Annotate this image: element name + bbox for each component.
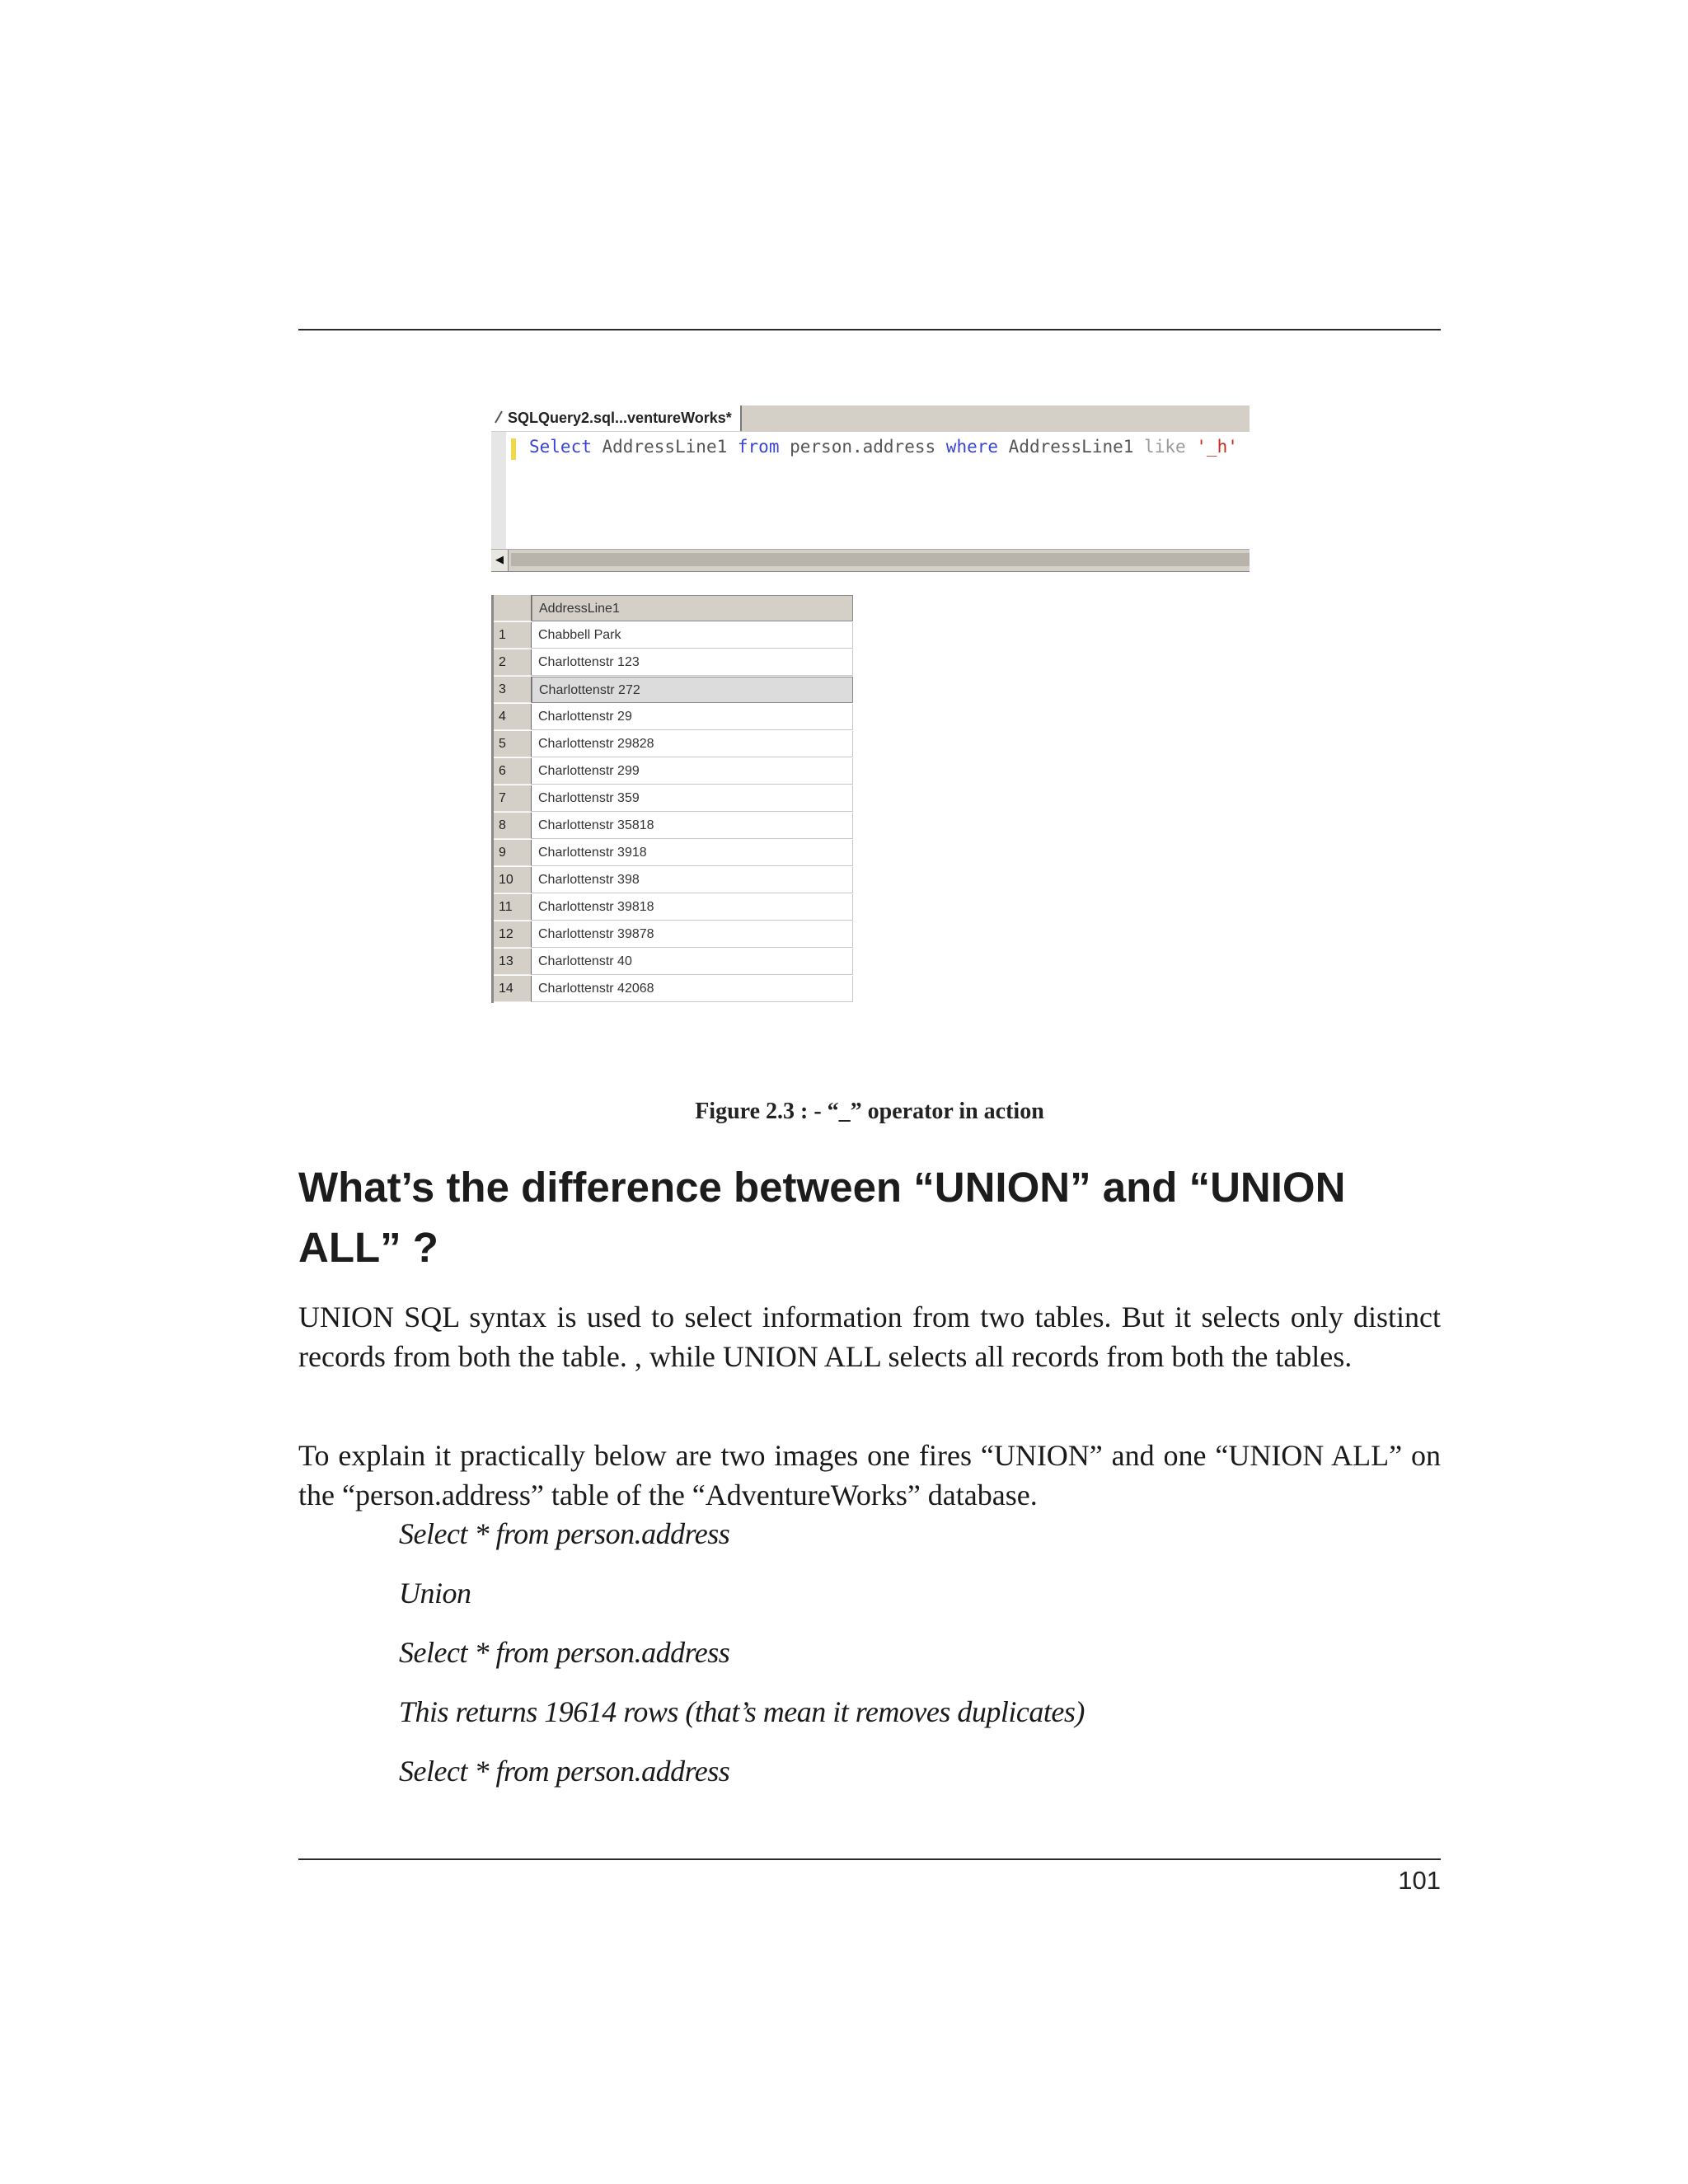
row-number[interactable]: 10: [494, 867, 532, 893]
editor-gutter: [491, 432, 506, 549]
query-text: [529, 437, 1238, 457]
table-row[interactable]: [494, 622, 853, 649]
table-cell[interactable]: Charlottenstr 123: [532, 649, 853, 676]
tab-strip: [491, 405, 1250, 433]
code-line: Union: [399, 1577, 471, 1610]
row-number[interactable]: 13: [494, 949, 532, 975]
table-row[interactable]: [494, 704, 853, 731]
row-number[interactable]: 5: [494, 731, 532, 757]
figure-caption: Figure 2.3 : - “_” operator in action: [695, 1099, 1044, 1124]
table-cell[interactable]: Charlottenstr 29828: [532, 731, 853, 757]
code-line: Select * from person.address: [399, 1636, 730, 1669]
row-header-corner[interactable]: [494, 595, 532, 621]
query-pattern: '_h': [1196, 437, 1238, 457]
table-cell[interactable]: Chabbell Park: [532, 622, 853, 649]
table-cell[interactable]: Charlottenstr 3918: [532, 840, 853, 866]
table-cell[interactable]: Charlottenstr 39878: [532, 921, 853, 948]
table-row[interactable]: [494, 921, 853, 949]
row-number[interactable]: 14: [494, 976, 532, 1002]
query-table: person.address: [790, 437, 936, 457]
query-column: AddressLine1: [602, 437, 728, 457]
table-row[interactable]: [494, 840, 853, 867]
table-row[interactable]: [494, 731, 853, 758]
kw-like: like: [1144, 437, 1186, 457]
paragraph-practical-example: To explain it practically below are two images one fires “UNION” and one “UNION ALL” on the “person.address” table of the “AdventureWorks” database.: [298, 1439, 1441, 1511]
table-row[interactable]: [494, 949, 853, 976]
table-row[interactable]: [494, 813, 853, 840]
table-row[interactable]: [494, 677, 853, 704]
table-cell[interactable]: Charlottenstr 359: [532, 785, 853, 812]
row-number[interactable]: 7: [494, 785, 532, 812]
table-cell[interactable]: Charlottenstr 40: [532, 949, 853, 975]
row-number[interactable]: 4: [494, 704, 532, 730]
table-cell[interactable]: Charlottenstr 35818: [532, 813, 853, 839]
query-tab[interactable]: [491, 405, 742, 431]
row-number[interactable]: 11: [494, 894, 532, 921]
table-cell[interactable]: Charlottenstr 42068: [532, 976, 853, 1002]
bottom-rule: [298, 1858, 1441, 1860]
row-number[interactable]: 2: [494, 649, 532, 676]
table-row[interactable]: [494, 867, 853, 894]
heading-line-1: What’s the difference between “UNION” and “UNION: [298, 1164, 1346, 1211]
query-column-2: AddressLine1: [1008, 437, 1134, 457]
code-line: This returns 19614 rows (that’s mean it removes duplicates): [399, 1695, 1085, 1728]
table-cell[interactable]: Charlottenstr 299: [532, 758, 853, 785]
kw-select: Select: [529, 437, 592, 457]
kw-where: where: [945, 437, 999, 457]
results-header-row: [494, 595, 853, 622]
query-editor[interactable]: [491, 432, 1250, 549]
horizontal-scrollbar[interactable]: [491, 549, 1250, 572]
scroll-thumb[interactable]: [511, 553, 1250, 566]
query-tab-title: SQLQuery2.sql...ventureWorks*: [508, 410, 732, 426]
top-rule: [298, 329, 1441, 330]
table-cell[interactable]: Charlottenstr 272: [532, 677, 853, 703]
table-row[interactable]: [494, 976, 853, 1003]
sql-editor-screenshot: [491, 405, 1250, 1014]
page-number: 101: [1398, 1866, 1441, 1895]
table-cell[interactable]: Charlottenstr 398: [532, 867, 853, 893]
kw-from: from: [737, 437, 780, 457]
document-icon: [495, 410, 503, 424]
table-row[interactable]: [494, 758, 853, 785]
column-header-addressline1[interactable]: AddressLine1: [532, 595, 853, 621]
code-line: Select * from person.address: [399, 1755, 730, 1788]
code-line: Select * from person.address: [399, 1517, 730, 1550]
scroll-left-icon[interactable]: ◀: [491, 550, 509, 571]
results-grid: [491, 595, 853, 1003]
table-cell[interactable]: Charlottenstr 29: [532, 704, 853, 730]
row-number[interactable]: 6: [494, 758, 532, 785]
table-row[interactable]: [494, 894, 853, 921]
table-cell[interactable]: Charlottenstr 39818: [532, 894, 853, 921]
row-number[interactable]: 3: [494, 677, 532, 703]
row-number[interactable]: 1: [494, 622, 532, 649]
table-row[interactable]: [494, 785, 853, 813]
heading-line-2: ALL” ?: [298, 1224, 438, 1271]
row-number[interactable]: 9: [494, 840, 532, 866]
section-heading: [298, 1157, 1441, 1277]
paragraph-union-explanation: UNION SQL syntax is used to select information from two tables. But it selects only distinct records from both the table. , while UNION ALL selects all records from both the tables.: [298, 1301, 1441, 1373]
change-marker: [511, 438, 516, 460]
row-number[interactable]: 12: [494, 921, 532, 948]
row-number[interactable]: 8: [494, 813, 532, 839]
table-row[interactable]: [494, 649, 853, 677]
